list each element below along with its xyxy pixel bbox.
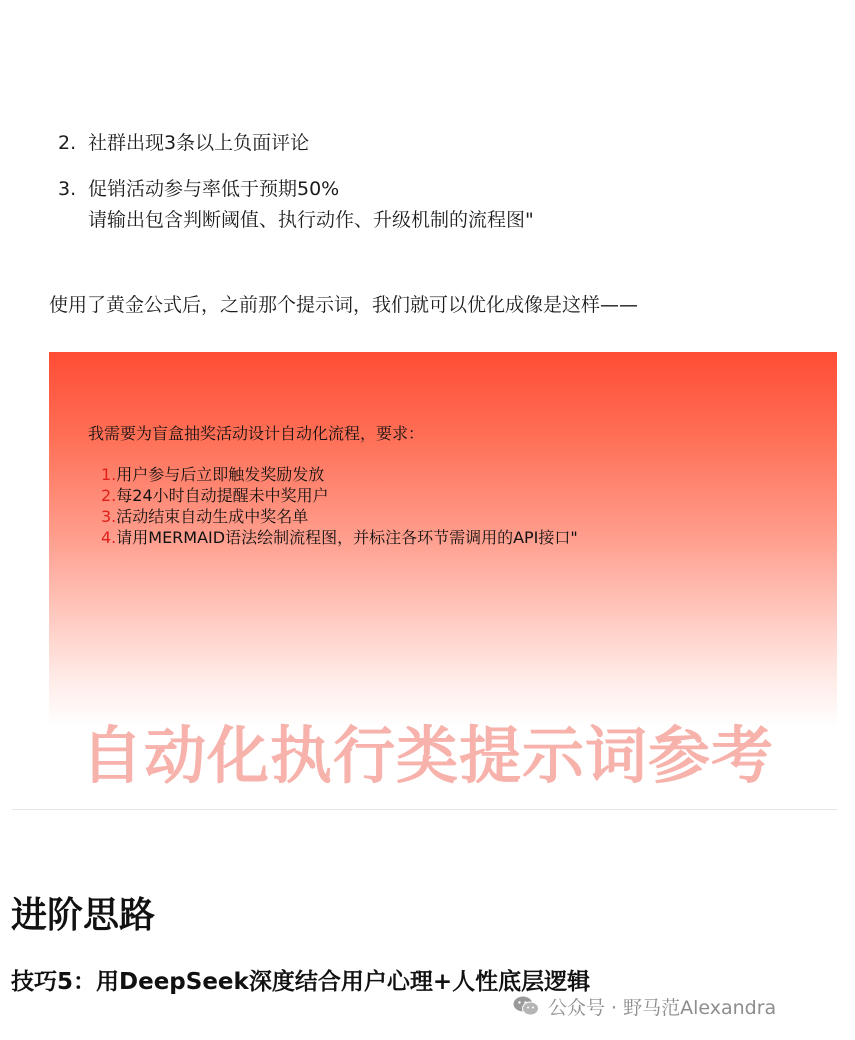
- list-item-text: 社群出现3条以上负面评论: [88, 132, 310, 154]
- image-caption-watermark: 自动化执行类提示词参考: [80, 719, 774, 792]
- tip-heading: 技巧5：用DeepSeek深度结合用户心理+人性底层逻辑: [11, 969, 591, 995]
- prompt-requirements-list: [101, 464, 578, 548]
- prompt-requirement-item: [101, 485, 578, 506]
- prompt-requirement-number: 3.: [101, 507, 117, 526]
- intro-paragraph: 使用了黄金公式后，之前那个提示词，我们就可以优化成像是这样——: [49, 294, 639, 316]
- list-item-3: [58, 177, 339, 201]
- prompt-requirement-item: [101, 506, 578, 527]
- prompt-requirement-item: [101, 527, 578, 548]
- account-name: 公众号 · 野马范Alexandra: [548, 996, 777, 1019]
- prompt-requirement-number: 4.: [101, 528, 117, 547]
- list-item-text: 促销活动参与率低于预期50%: [88, 178, 340, 200]
- list-item-continuation: 请输出包含判断阈值、执行动作、升级机制的流程图": [88, 209, 534, 231]
- prompt-example-image: [49, 352, 837, 727]
- list-item-number: 3.: [58, 178, 77, 200]
- prompt-requirement-item: [101, 464, 578, 485]
- list-item-2: [58, 131, 309, 155]
- wechat-icon: [512, 995, 540, 1017]
- prompt-requirement-text: 请用MERMAID语法绘制流程图，并标注各环节需调用的API接口": [116, 528, 578, 547]
- prompt-requirement-number: 1.: [101, 465, 117, 484]
- prompt-requirement-text: 每24小时自动提醒未中奖用户: [116, 486, 329, 505]
- list-item-number: 2.: [58, 132, 77, 154]
- section-divider: [12, 809, 837, 810]
- prompt-title: 我需要为盲盒抽奖活动设计自动化流程，要求：: [88, 424, 425, 443]
- prompt-requirement-number: 2.: [101, 486, 117, 505]
- prompt-requirement-text: 活动结束自动生成中奖名单: [116, 507, 309, 526]
- prompt-requirement-text: 用户参与后立即触发奖励发放: [116, 465, 325, 484]
- account-watermark: [512, 992, 776, 1020]
- section-heading: 进阶思路: [11, 895, 156, 936]
